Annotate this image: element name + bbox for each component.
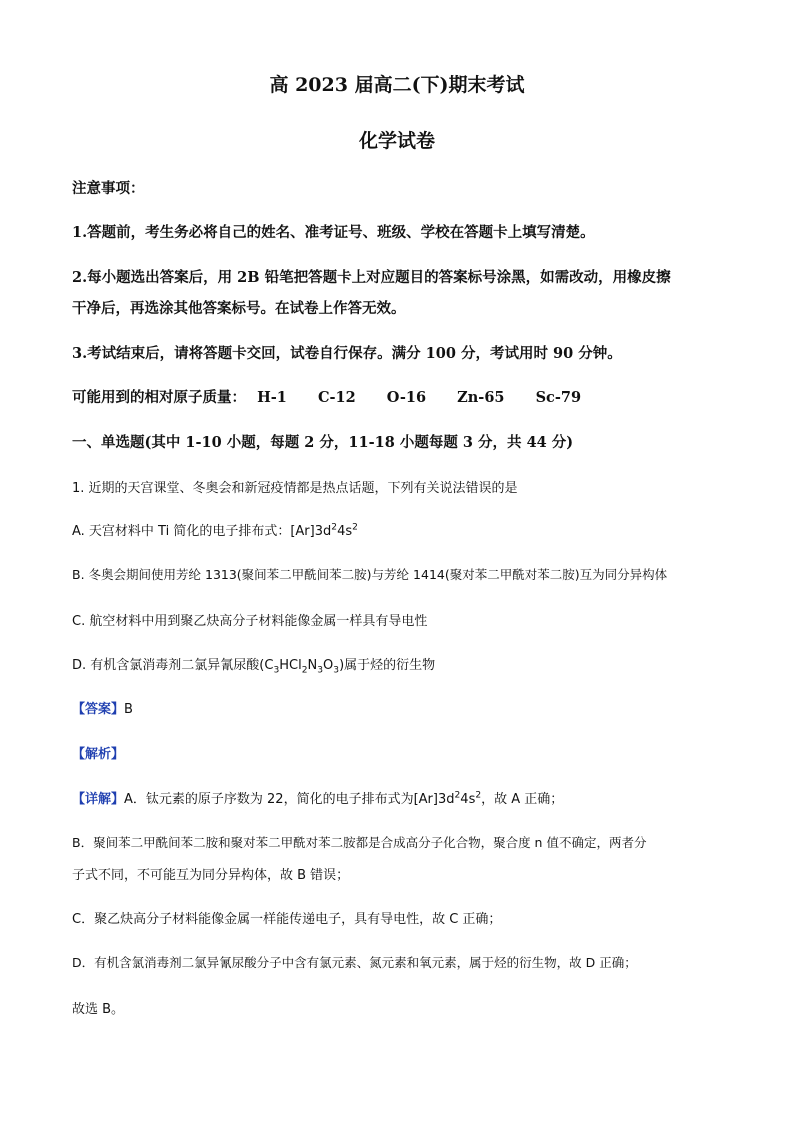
atomic-mass-o: O-16 (386, 389, 427, 406)
analysis-b-line2: 子式不同，不可能互为同分异构体，故 B 错误； (72, 868, 350, 883)
section-heading: 一、单选题(其中 1-10 小题，每题 2 分，11-18 小题每题 3 分，共 44 分) (72, 434, 574, 451)
analysis-conclusion: 故选 B。 (72, 1002, 125, 1017)
option-d-mid3: O (323, 658, 334, 673)
option-d-sub2: 2 (301, 665, 308, 676)
option-a (72, 520, 722, 539)
analysis-a-sup1: 2 (454, 790, 461, 801)
option-d-sub1: 3 (273, 665, 280, 676)
analysis-a-prefix: A．钛元素的原子序数为 22，简化的电子排布式为[Ar]3d (124, 792, 455, 807)
atomic-mass-h: H-1 (257, 389, 287, 406)
analysis-a (72, 788, 722, 807)
option-d-suffix: )属于烃的衍生物 (339, 658, 436, 673)
atomic-mass-c: C-12 (317, 389, 356, 406)
option-b: B. 冬奥会期间使用芳纶 1313(聚间苯二甲酰间苯二胺)与芳纶 1414(聚对苯二甲酰对苯二胺)互为同分异构体 (72, 567, 668, 582)
answer-tag: 【答案】 (72, 702, 125, 717)
option-d-mid2: N (307, 658, 318, 673)
analysis-a-sup2: 2 (475, 790, 482, 801)
notice-item-2-cont: 干净后，再选涂其他答案标号。在试卷上作答无效。 (72, 300, 406, 317)
option-a-text: A. 天宫材料中 Ti 简化的电子排布式：[Ar]3d (72, 524, 332, 539)
option-d (72, 654, 722, 676)
notice-item-2: 2.每小题选出答案后，用 2B 铅笔把答题卡上对应题目的答案标号涂黑，如需改动，用橡皮擦 (72, 269, 671, 286)
notice-heading: 注意事项： (72, 180, 145, 197)
option-d-mid1: HCl (279, 658, 302, 673)
exam-subtitle: 化学试卷 (358, 130, 435, 152)
option-d-prefix: D. 有机含氯消毒剂二氯异氰尿酸(C (72, 658, 274, 673)
option-a-sup2: 2 (352, 522, 358, 533)
analysis-d: D．有机含氯消毒剂二氯异氰尿酸分子中含有氯元素、氮元素和氧元素，属于烃的衍生物，故 D 正确； (72, 955, 637, 970)
exam-title: 高 2023 届高二(下)期末考试 (269, 74, 525, 96)
question-stem: 1. 近期的天宫课堂、冬奥会和新冠疫情都是热点话题，下列有关说法错误的是 (72, 481, 518, 496)
atomic-mass-zn: Zn-65 (457, 389, 505, 406)
atomic-mass-label: 可能用到的相对原子质量： (72, 389, 246, 406)
analysis-a-suffix: ，故 A 正确； (481, 792, 564, 807)
option-c: C. 航空材料中用到聚乙炔高分子材料能像金属一样具有导电性 (72, 614, 428, 629)
option-a-mid: 4s (337, 524, 353, 539)
atomic-mass-sc: Sc-79 (535, 389, 582, 406)
option-a-sup1: 2 (331, 522, 338, 533)
option-d-sub3: 3 (317, 665, 324, 676)
detail-tag: 【详解】 (72, 792, 125, 807)
atomic-mass-line (72, 386, 722, 407)
notice-item-1: 1.答题前，考生务必将自己的姓名、准考证号、班级、学校在答题卡上填写清楚。 (72, 224, 595, 241)
answer-line (72, 698, 722, 717)
analysis-b-line1: B．聚间苯二甲酰间苯二胺和聚对苯二甲酰对苯二胺都是合成高分子化合物，聚合度 n 值不确定，两者分 (72, 835, 647, 850)
analysis-tag: 【解析】 (72, 747, 125, 762)
analysis-c: C．聚乙炔高分子材料能像金属一样能传递电子，具有导电性，故 C 正确； (72, 912, 502, 927)
notice-item-3: 3.考试结束后，请将答题卡交回，试卷自行保存。满分 100 分，考试用时 90 分钟。 (72, 345, 622, 362)
option-d-sub4: 3 (333, 665, 340, 676)
answer-value: B (124, 702, 133, 717)
analysis-a-mid: 4s (460, 792, 476, 807)
